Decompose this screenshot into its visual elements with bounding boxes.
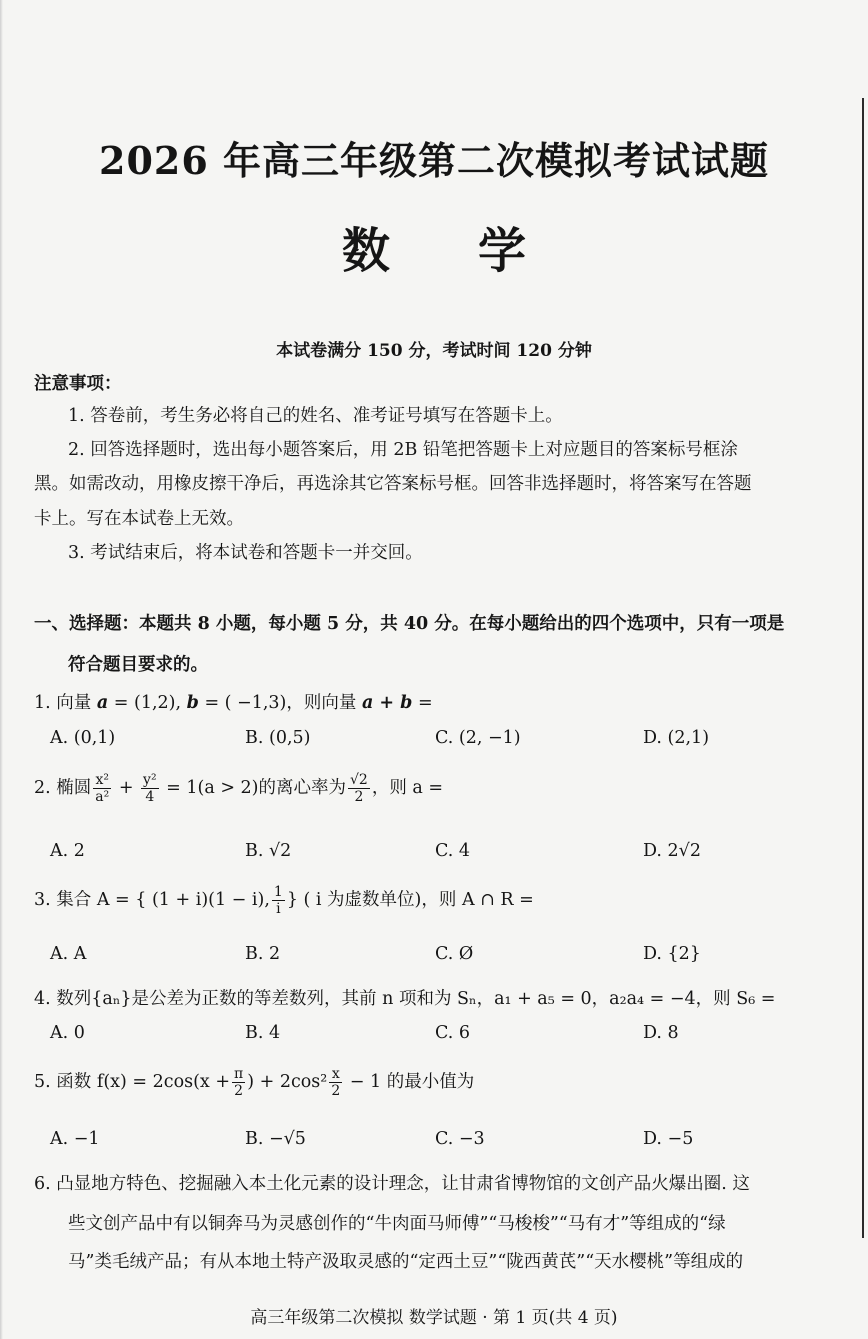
q3-prefix: 集合 A = { (1 + i)(1 − i),	[56, 890, 270, 910]
q2-tail: ，则 a =	[371, 778, 444, 798]
q1-option-d: D. (2,1)	[643, 728, 710, 748]
q2-plus: +	[113, 778, 140, 798]
q5-frac1-num: π	[234, 1066, 244, 1082]
q3-num: 3.	[34, 890, 51, 910]
page-left-edge	[0, 0, 3, 1339]
q3-tail: } ( i 为虚数单位)，则 A ∩ R =	[286, 890, 534, 910]
note-2-cont: 黑。如需改动，用橡皮擦干净后，再选涂其它答案标号框。回答非选择题时，将答案写在答题	[34, 474, 752, 494]
q5-num: 5.	[34, 1072, 51, 1092]
q4-option-c: C. 6	[435, 1023, 471, 1043]
question-1-stem	[34, 689, 433, 714]
exam-info: 本试卷满分 150 分，考试时间 120 分钟	[276, 341, 592, 361]
q2-option-b: B. √2	[245, 841, 292, 861]
q2-frac-x	[93, 772, 111, 805]
q4-option-d: D. 8	[643, 1023, 679, 1043]
subject-title: 数学	[341, 223, 614, 279]
q5-option-a: A. −1	[50, 1129, 100, 1149]
q4-option-a: A. 0	[50, 1023, 85, 1043]
q2-num: 2.	[34, 778, 51, 798]
q5-option-b: B. −√5	[245, 1129, 306, 1149]
q1-option-c: C. (2, −1)	[435, 728, 521, 748]
q1-sum: a + b	[361, 693, 413, 713]
note-2: 2. 回答选择题时，选出每小题答案后，用 2B 铅笔把答题卡上对应题目的答案标号框涂	[68, 440, 738, 460]
q5-frac-x	[329, 1066, 342, 1099]
q2-frac2-num: y²	[143, 772, 157, 788]
q5-mid: ) + 2cos²	[247, 1072, 328, 1092]
q2-frac3-num: √2	[350, 772, 368, 788]
q5-frac2-den: 2	[331, 1083, 341, 1099]
q2-prefix: 椭圆	[56, 778, 92, 798]
question-4-stem	[34, 985, 775, 1010]
page-footer: 高三年级第二次模拟 数学试题 · 第 1 页(共 4 页)	[250, 1308, 618, 1328]
q3-option-d: D. {2}	[643, 944, 701, 964]
q4-option-b: B. 4	[245, 1023, 281, 1043]
q2-frac3-den: 2	[354, 789, 364, 805]
note-3: 3. 考试结束后，将本试卷和答题卡一并交回。	[68, 543, 423, 563]
q3-option-b: B. 2	[245, 944, 281, 964]
question-6-line-2: 些文创产品中有以铜奔马为灵感创作的“牛肉面马师傅”“马梭梭”“马有才”等组成的“绿	[68, 1214, 726, 1234]
q2-frac2-den: 4	[145, 789, 155, 805]
q1-a-eq: = (1,2),	[108, 693, 182, 713]
q5-frac1-den: 2	[234, 1083, 244, 1099]
question-5-stem	[34, 1066, 474, 1099]
q1-prefix: 向量	[56, 693, 92, 713]
vector-a: a	[96, 693, 109, 713]
q1-num: 1.	[34, 693, 51, 713]
section1-heading-cont: 符合题目要求的。	[68, 655, 208, 675]
q1-option-a: A. (0,1)	[50, 728, 116, 748]
question-3-stem	[34, 884, 534, 917]
q4-stem: 数列{aₙ}是公差为正数的等差数列，其前 n 项和为 Sₙ，a₁ + a₅ = 0，a₂a₄ = −4，则 S₆ =	[56, 989, 776, 1009]
q3-option-c: C. Ø	[435, 944, 474, 964]
note-1: 1. 答卷前，考生务必将自己的姓名、准考证号填写在答题卡上。	[68, 406, 563, 426]
q2-mid: = 1(a > 2)的离心率为	[160, 778, 347, 798]
q5-option-d: D. −5	[643, 1129, 694, 1149]
q1-option-b: B. (0,5)	[245, 728, 311, 748]
q3-frac	[272, 884, 285, 917]
vector-b: b	[186, 693, 199, 713]
q2-frac1-den: a²	[95, 789, 110, 805]
q2-option-a: A. 2	[50, 841, 85, 861]
q5-prefix: 函数 f(x) = 2cos(x +	[56, 1072, 231, 1092]
exam-title: 2026 年高三年级第二次模拟考试试题	[99, 138, 769, 183]
q5-option-c: C. −3	[435, 1129, 485, 1149]
question-2-stem	[34, 772, 443, 805]
question-6-line-3: 马”类毛绒产品；有从本地土特产汲取灵感的“定西土豆”“陇西黄芪”“天水樱桃”等组成的	[68, 1252, 744, 1272]
q2-frac1-num: x²	[93, 772, 111, 789]
notes-heading: 注意事项：	[34, 374, 122, 394]
q2-option-d: D. 2√2	[643, 841, 701, 861]
question-6-line-1: 6. 凸显地方特色、挖掘融入本土化元素的设计理念，让甘肃省博物馆的文创产品火爆出圈. 这	[34, 1174, 750, 1194]
q3-frac-num: 1	[273, 884, 283, 900]
q2-frac-y	[141, 772, 159, 805]
note-2-cont2: 卡上。写在本试卷上无效。	[34, 509, 244, 529]
q3-option-a: A. A	[50, 944, 87, 964]
q5-frac-pi	[232, 1066, 245, 1099]
q2-option-c: C. 4	[435, 841, 471, 861]
q1-tail: =	[412, 693, 433, 713]
q3-frac-den: i	[276, 901, 281, 917]
section1-heading: 一、选择题：本题共 8 小题，每小题 5 分，共 40 分。在每小题给出的四个选项中，只有一项是	[34, 614, 785, 634]
q5-tail: − 1 的最小值为	[344, 1072, 475, 1092]
q5-frac2-num: x	[329, 1066, 342, 1083]
q4-num: 4.	[34, 989, 51, 1009]
q1-b-eq: = ( −1,3)，则向量	[198, 693, 357, 713]
q2-frac-ecc	[348, 772, 370, 805]
